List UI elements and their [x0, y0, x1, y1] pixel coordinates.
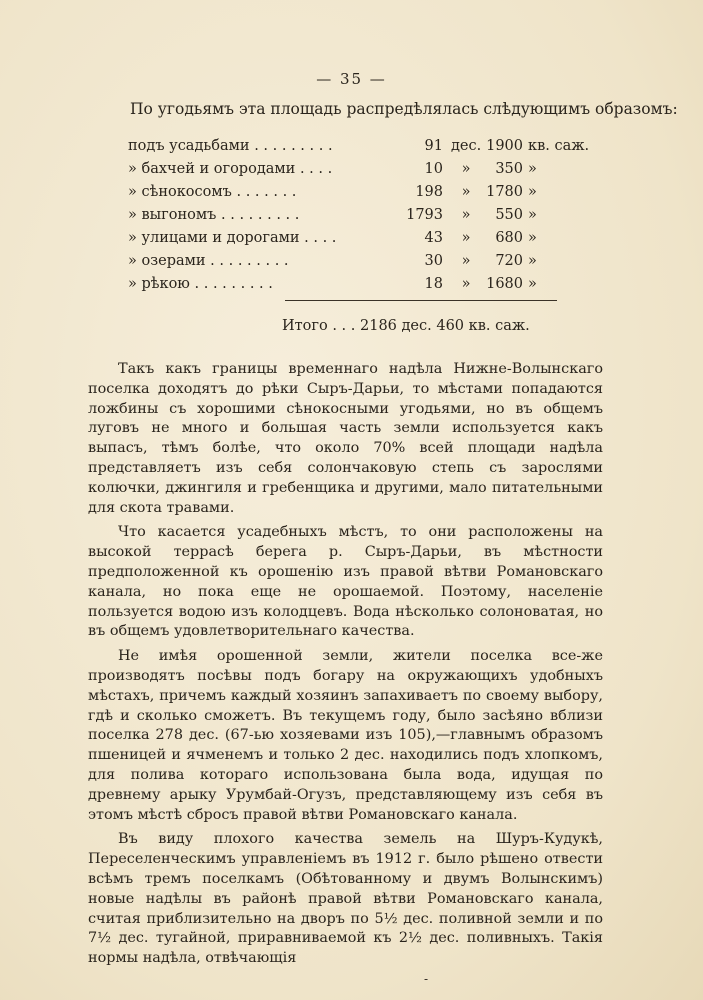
table-row — [128, 161, 588, 183]
table-row — [128, 138, 588, 160]
row-unit-2: » — [528, 184, 537, 200]
row-label: » сѣнокосомъ . . . . . . . — [128, 184, 297, 200]
row-unit-1: » — [461, 184, 471, 200]
total-divider — [285, 300, 557, 301]
paragraph: Что касается усадебныхъ мѣстъ, то они расположены на высокой террасѣ берега р. Сыръ-Дарьи, въ мѣстности предположенной къ орошенію изъ правой вѣтви Романовскаго канала, но пока еще не орошаемой. Поэтому, населеніе пользуется водою изъ колодцевъ. Вода нѣсколько солоноватая, но въ общемъ удовлетворительнаго качества. — [88, 524, 603, 640]
row-amount: 43 — [424, 230, 443, 246]
paragraph: Такъ какъ границы временнаго надѣла Нижне-Волынскаго поселка доходятъ до рѣки Сыръ-Дарьи, то мѣстами попадаются ложбины съ хорошими сѣнокосными угодьями, но въ общемъ луговъ не много и большая часть земли используется какъ выпасъ, тѣмъ болѣе, что около 70% всей площади надѣла представляетъ изъ себя солончаковую степь съ зарослями колючки, джингиля и гребенщика и другими, мало питательными для скота травами. — [88, 361, 603, 516]
paragraph: Не имѣя орошенной земли, жители поселка все-же производятъ посѣвы подъ богару на окружающихъ удобныхъ мѣстахъ, причемъ каждый хозяинъ запахиваетъ по своему выбору, гдѣ и сколько сможетъ. Въ текущемъ году, было засѣяно вблизи поселка 278 дес. (67-ью хозяевами изъ 105),—главнымъ образомъ пшеницей и ячменемъ и только 2 дес. находились подъ хлопкомъ, для полива котораго использована была вода, идущая по древнему арыку Урумбай-Огузъ, представляющему изъ себя въ этомъ мѣстѣ сбросъ правой вѣтви Романовскаго канала. — [88, 648, 603, 823]
row-unit-1: » — [461, 161, 471, 177]
table-row — [128, 207, 588, 229]
row-value: 550 — [495, 207, 523, 223]
row-unit-2: » — [528, 161, 537, 177]
paragraph: Въ виду плохого качества земель на Шуръ-Кудукѣ, Переселенческимъ управленіемъ въ 1912 г. было рѣшено отвести всѣмъ тремъ поселкамъ (Обѣтованному и двумъ Волынскимъ) новые надѣлы въ районѣ правой вѣтви Романовскаго канала, считая приблизительно на дворъ по 5½ дес. поливной земли и по 7½ дес. тугайной, приравниваемой къ 2½ дес. поливныхъ. Такія нормы надѣла, отвѣчающія — [88, 831, 603, 967]
intro-line: По угодьямъ эта площадь распредѣлялась слѣдующимъ образомъ: — [130, 100, 678, 118]
row-amount: 198 — [415, 184, 443, 200]
row-value: 680 — [495, 230, 523, 246]
row-unit-2: » — [528, 276, 537, 292]
row-label: » рѣкою . . . . . . . . . — [128, 276, 273, 292]
row-value: 1680 — [486, 276, 523, 292]
row-amount: 1793 — [406, 207, 443, 223]
body-text — [88, 360, 603, 974]
row-unit-2: » — [528, 230, 537, 246]
table-row — [128, 253, 588, 275]
row-amount: 30 — [424, 253, 443, 269]
table-row — [128, 276, 588, 298]
row-unit-2: » — [528, 253, 537, 269]
row-label: » бахчей и огородами . . . . — [128, 161, 333, 177]
row-unit-1: » — [461, 253, 471, 269]
page-number: — 35 — — [316, 70, 387, 88]
row-label: » улицами и дорогами . . . . — [128, 230, 337, 246]
row-value: 1900 — [486, 138, 523, 154]
table-row — [128, 184, 588, 206]
row-unit-1: » — [461, 230, 471, 246]
row-label: » озерами . . . . . . . . . — [128, 253, 289, 269]
row-unit-1: дес. — [451, 138, 482, 154]
row-unit-1: » — [461, 207, 471, 223]
row-amount: 91 — [424, 138, 443, 154]
table-row — [128, 230, 588, 252]
row-amount: 10 — [424, 161, 443, 177]
bottom-mark: - — [424, 972, 429, 986]
row-value: 350 — [495, 161, 523, 177]
row-unit-2: » — [528, 207, 537, 223]
row-unit-1: » — [461, 276, 471, 292]
row-label: » выгономъ . . . . . . . . . — [128, 207, 300, 223]
row-label: подъ усадьбами . . . . . . . . . — [128, 138, 333, 154]
row-unit-2: кв. саж. — [528, 138, 590, 154]
total-line: Итого . . . 2186 дес. 460 кв. саж. — [282, 318, 530, 334]
row-value: 720 — [495, 253, 523, 269]
row-value: 1780 — [486, 184, 523, 200]
row-amount: 18 — [424, 276, 443, 292]
